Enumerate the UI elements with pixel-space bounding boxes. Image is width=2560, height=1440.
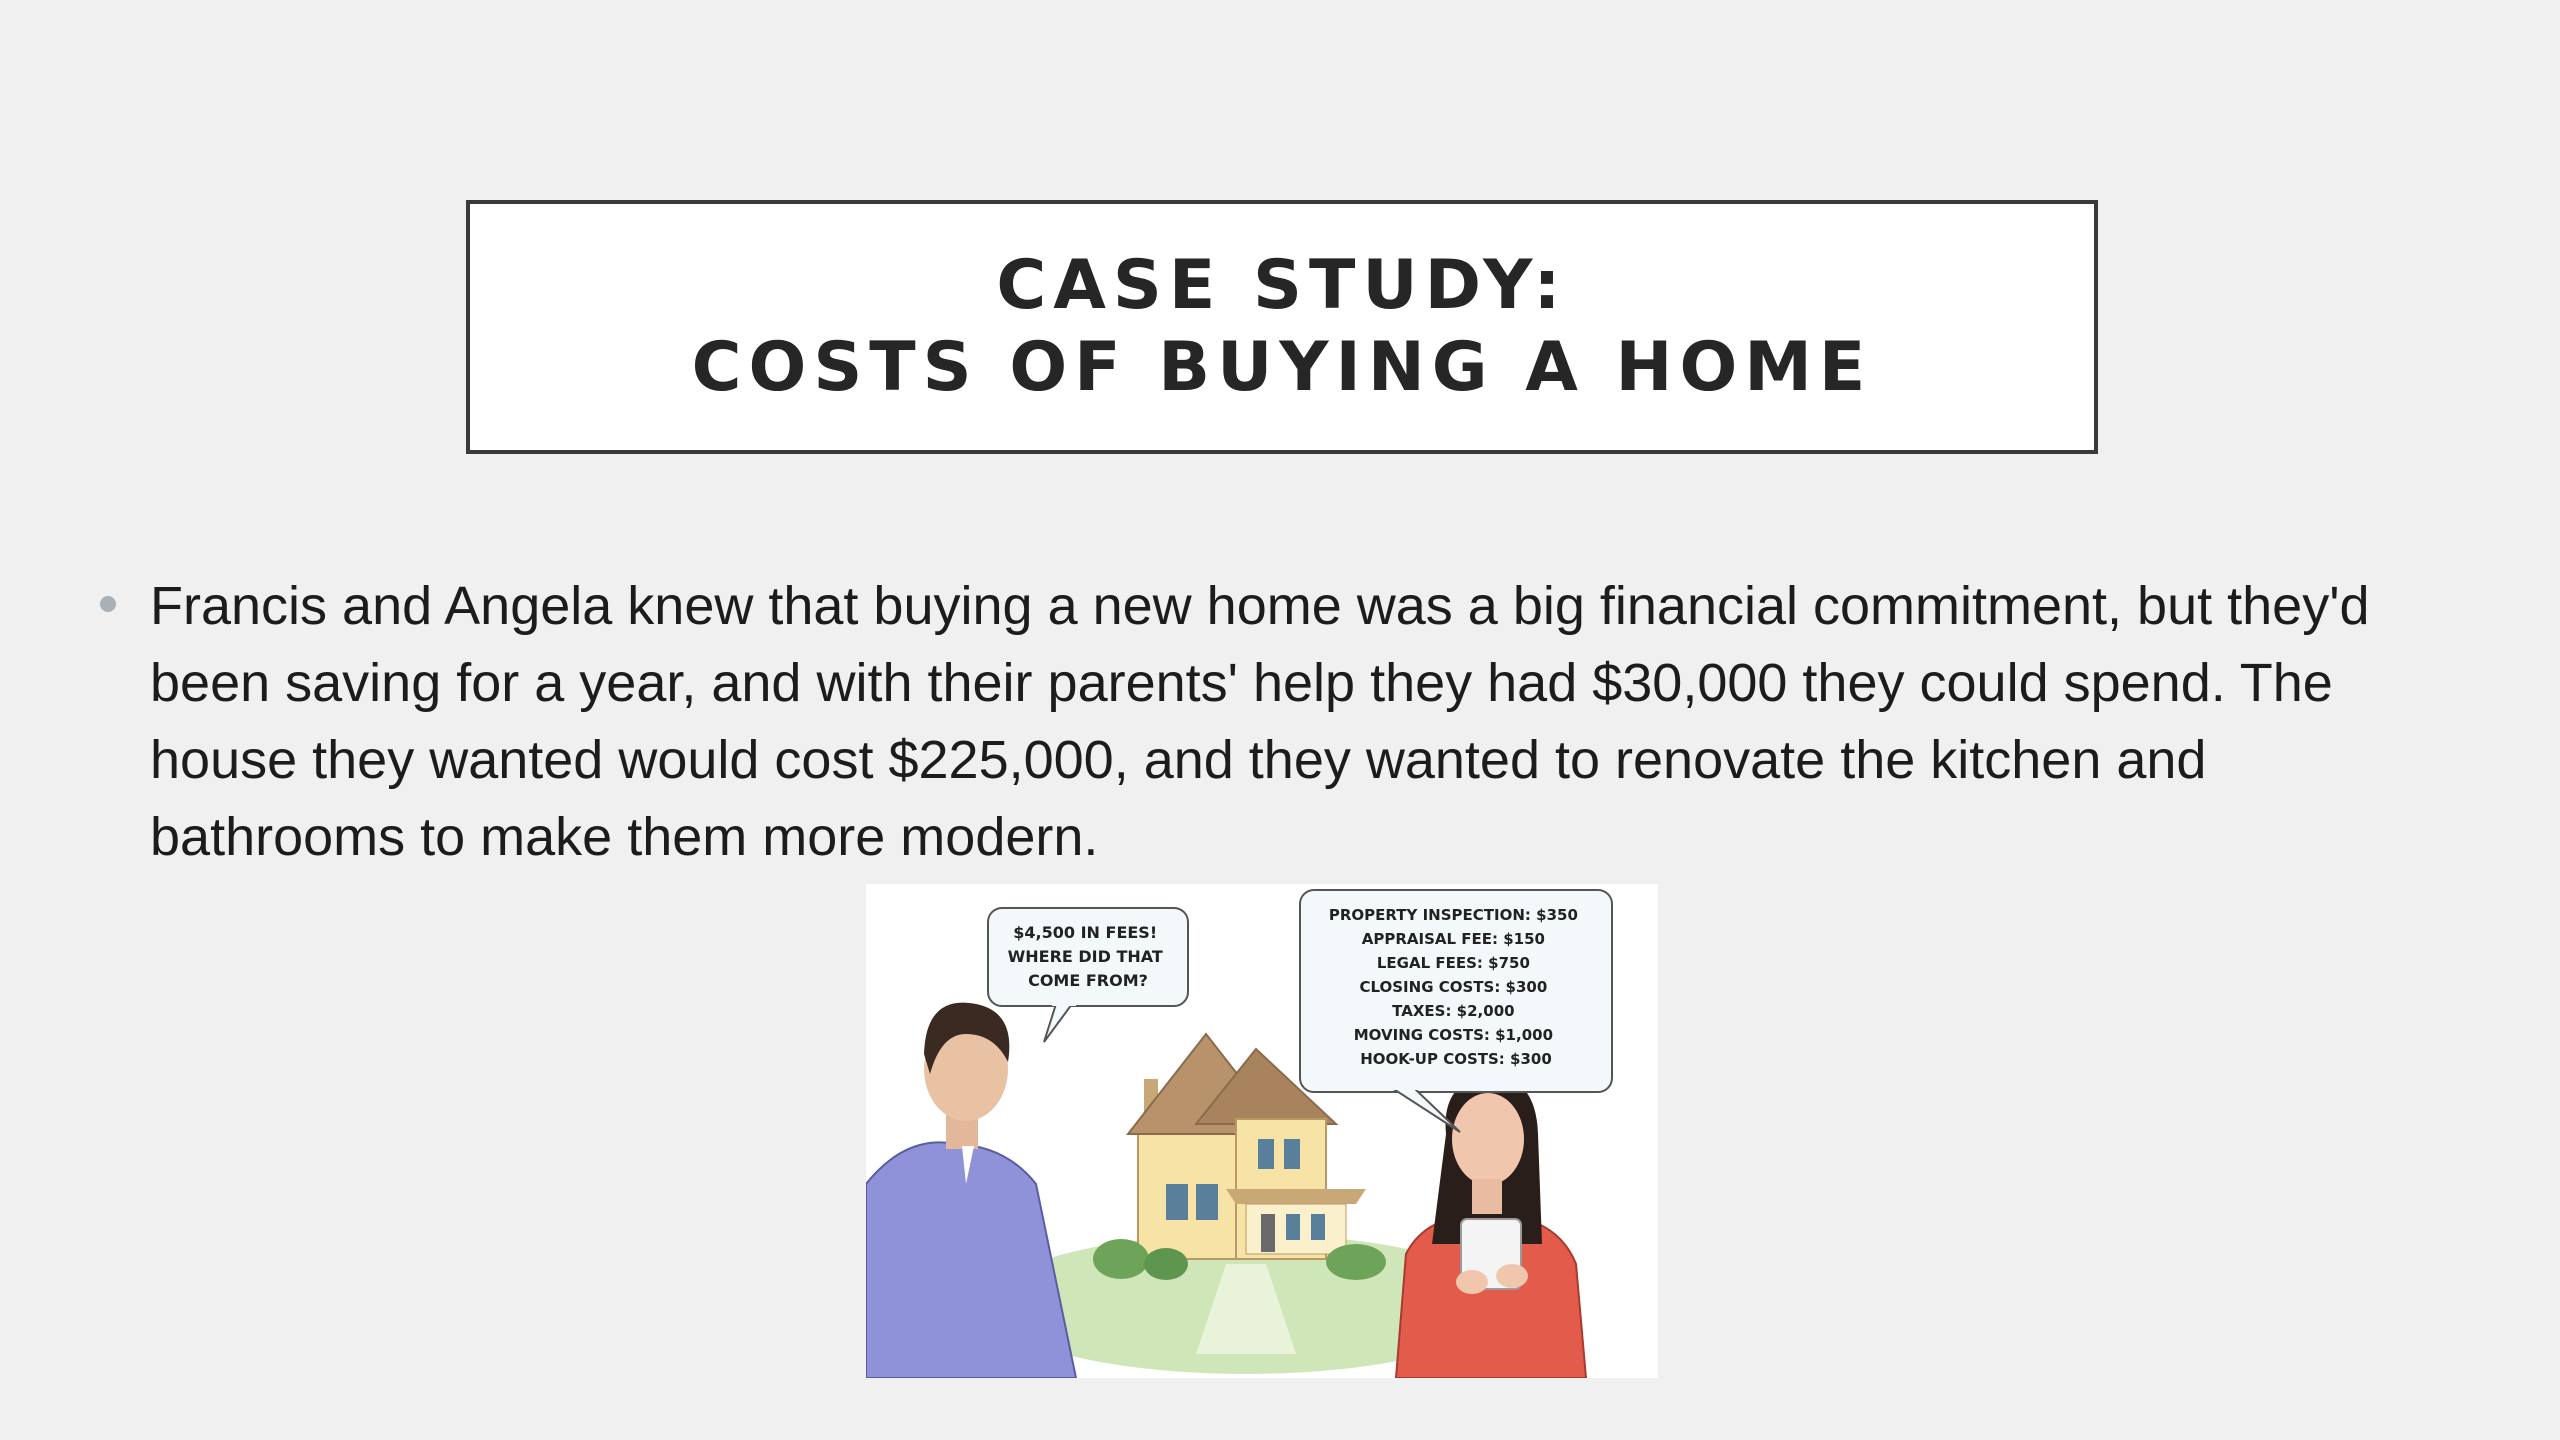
title-box: [466, 200, 2098, 454]
right-bubble-line: HOOK-UP COSTS: $300: [1360, 1050, 1552, 1068]
woman-figure-icon: [1396, 1074, 1586, 1378]
svg-text:$4,500 IN FEES! WHER: [1008, 923, 1169, 990]
left-bubble-line: COME FROM?: [1028, 971, 1148, 990]
man-figure-icon: [866, 1003, 1076, 1378]
title-line-1: CASE STUDY:: [996, 246, 1568, 325]
left-speech-bubble: [988, 908, 1188, 1042]
svg-text:PROPERTY INSPECTION: $350: [1329, 906, 1583, 1068]
right-bubble-line: TAXES: $2,000: [1392, 1002, 1515, 1020]
right-bubble-line: APPRAISAL FEE: $150: [1361, 930, 1546, 948]
left-bubble-line: $4,500 IN FEES!: [1013, 923, 1158, 942]
bullet-text: Francis and Angela knew that buying a new home was a big financial commitment, but they'd been saving for a year, and with their parents' help they had $30,000 they could spend. The house they wanted would cost $225,000, and they wanted to renovate the kitchen and bathrooms to make them more modern.: [150, 576, 2370, 867]
right-bubble-line: PROPERTY INSPECTION: $350: [1328, 906, 1578, 924]
left-bubble-line: WHERE DID THAT: [1007, 947, 1163, 966]
right-bubble-line: LEGAL FEES: $750: [1376, 954, 1530, 972]
bullet-icon: [100, 596, 116, 612]
right-bubble-line: CLOSING COSTS: $300: [1359, 978, 1548, 996]
title-line-2: COSTS OF BUYING A HOME: [691, 328, 1873, 407]
case-study-illustration: [866, 884, 1658, 1378]
right-bubble-line: MOVING COSTS: $1,000: [1353, 1026, 1554, 1044]
